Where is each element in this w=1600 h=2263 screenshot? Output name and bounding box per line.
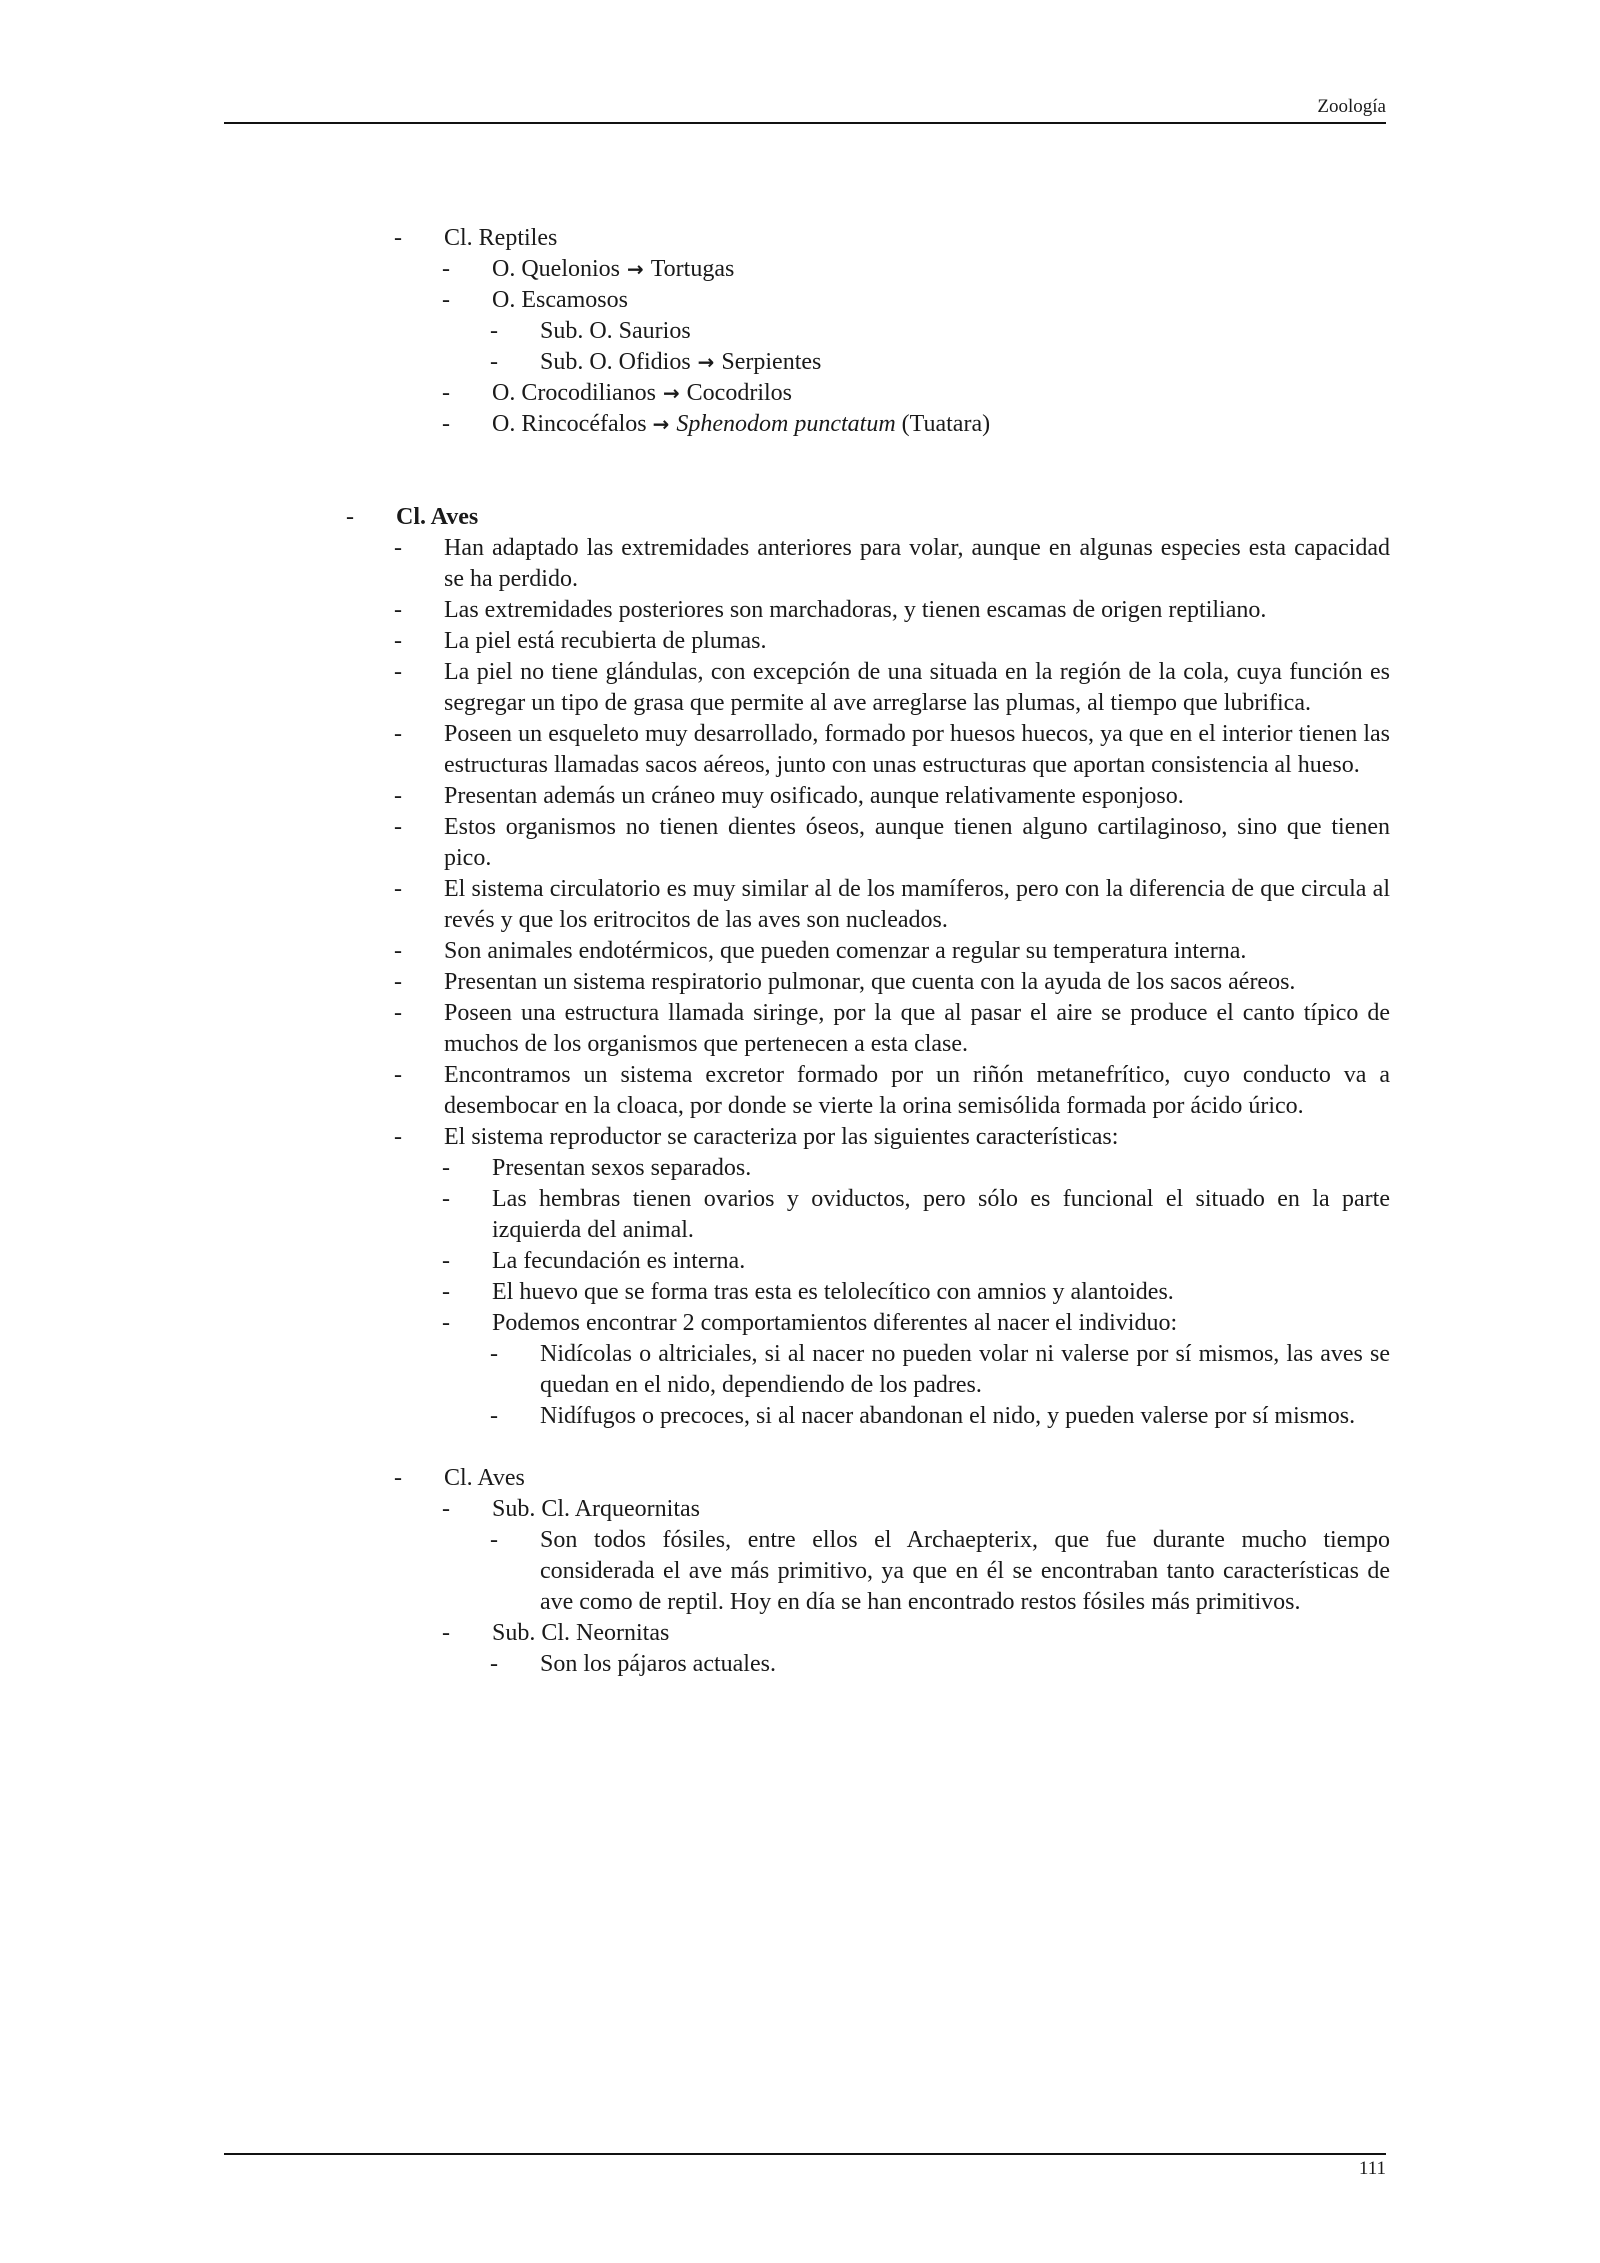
item-text (540, 347, 1390, 378)
item-text-main: La piel no tiene glándulas, con excepción de una situada en la región de la cola, cuya función es segregar un tipo de grasa que permite al ave arreglarse las plumas, al tiempo que lubrifica. (444, 659, 1390, 716)
item-arrow-target: Serpientes (721, 349, 822, 375)
item-text-main: Sub. O. Saurios (540, 318, 691, 344)
item-text-main: Poseen una estructura llamada siringe, por la que al pasar el aire se produce el canto típico de muchos de los organismos que pertenecen a esta clase. (444, 1000, 1390, 1057)
item-text (444, 781, 1390, 812)
header-rule (224, 122, 1386, 124)
item-text-main: Han adaptado las extremidades anteriores para volar, aunque en algunas especies esta capacidad se ha perdido. (444, 535, 1390, 592)
bullet-dash: - (490, 1527, 498, 1553)
list-item (360, 1153, 1390, 1184)
item-text-main: Son animales endotérmicos, que pueden comenzar a regular su temperatura interna. (444, 938, 1247, 964)
bullet-dash: - (394, 1465, 402, 1491)
item-text-main: O. Crocodilianos (492, 380, 656, 406)
item-text (444, 719, 1390, 781)
bullet-dash: - (394, 659, 402, 685)
item-text-main: Las extremidades posteriores son marchadoras, y tienen escamas de origen reptiliano. (444, 597, 1267, 623)
page-number: 111 (1358, 2158, 1386, 2179)
item-arrow-target: Tortugas (650, 256, 735, 282)
list-item (360, 378, 1390, 409)
bullet-dash: - (394, 969, 402, 995)
list-item (360, 1463, 1390, 1494)
arrow-icon: → (690, 350, 722, 374)
bullet-dash: - (394, 721, 402, 747)
item-text (492, 254, 1390, 285)
document-body (346, 223, 1390, 1680)
arrow-icon: → (620, 257, 651, 281)
item-text-main: Poseen un esqueleto muy desarrollado, formado por huesos huecos, ya que en el interior tienen las estructuras llamadas sacos aéreos, junto con unas estructuras que aportan consistencia al hueso. (444, 721, 1390, 778)
outline-section (360, 223, 1390, 440)
list-item (360, 533, 1390, 595)
item-text (540, 1339, 1390, 1401)
bullet-dash: - (442, 1248, 450, 1274)
item-text (444, 812, 1390, 874)
item-text (444, 936, 1390, 967)
bullet-dash: - (442, 1496, 450, 1522)
item-text-main: Sub. Cl. Arqueornitas (492, 1496, 700, 1522)
item-text-main: Presentan además un cráneo muy osificado, aunque relativamente esponjoso. (444, 783, 1184, 809)
bullet-dash: - (394, 1062, 402, 1088)
item-text-main: Cl. Reptiles (444, 225, 558, 251)
bullet-dash: - (442, 1186, 450, 1212)
list-item (360, 1184, 1390, 1246)
list-item (360, 254, 1390, 285)
item-text (540, 1649, 1390, 1680)
item-text-main: Podemos encontrar 2 comportamientos diferentes al nacer el individuo: (492, 1310, 1178, 1336)
arrow-icon: → (655, 381, 687, 405)
item-text-main: El sistema circulatorio es muy similar al de los mamíferos, pero con la diferencia de que circula al revés y que los eritrocitos de las aves son nucleados. (444, 876, 1390, 933)
list-item (360, 347, 1390, 378)
bullet-dash: - (490, 1651, 498, 1677)
list-item (360, 409, 1390, 440)
list-item (360, 285, 1390, 316)
list-item (360, 1525, 1390, 1618)
list-item (360, 967, 1390, 998)
list-item (360, 936, 1390, 967)
item-text (444, 533, 1390, 595)
item-text (444, 1463, 1390, 1494)
list-item (360, 1649, 1390, 1680)
list-item (360, 1122, 1390, 1153)
item-text-main: O. Quelonios (492, 256, 620, 282)
list-item (360, 781, 1390, 812)
item-text-main: Presentan un sistema respiratorio pulmonar, que cuenta con la ayuda de los sacos aéreos. (444, 969, 1296, 995)
item-text (492, 1618, 1390, 1649)
item-text (492, 285, 1390, 316)
bullet-dash: - (442, 1279, 450, 1305)
bullet-dash: - (394, 783, 402, 809)
bullet-dash: - (394, 628, 402, 654)
list-item (360, 812, 1390, 874)
common-name: (Tuatara) (895, 411, 991, 437)
bullet-dash: - (394, 535, 402, 561)
item-text-main: La piel está recubierta de plumas. (444, 628, 767, 654)
item-text (444, 998, 1390, 1060)
bullet-dash: - (490, 349, 498, 375)
item-text-main: Sub. Cl. Neornitas (492, 1620, 670, 1646)
item-text-main: O. Rincocéfalos (492, 411, 653, 437)
item-text-main: Cl. Aves (444, 1465, 525, 1491)
bullet-dash: - (442, 411, 450, 437)
bullet-dash: - (442, 1310, 450, 1336)
item-text (540, 316, 1390, 347)
item-text-main: Presentan sexos separados. (492, 1155, 752, 1181)
section-gap (360, 1432, 1390, 1463)
item-text-main: Son todos fósiles, entre ellos el Archaepterix, que fue durante mucho tiempo considerada el ave más primitivo, ya que en él se encontraban tanto características de ave como de reptil. Hoy en día se han encontrado restos fósiles más primitivos. (540, 1527, 1390, 1615)
bullet-dash: - (442, 380, 450, 406)
list-item (360, 1339, 1390, 1401)
item-text-main: Estos organismos no tienen dientes óseos, aunque tienen alguno cartilaginoso, sino que tienen pico. (444, 814, 1390, 871)
list-item (360, 1494, 1390, 1525)
list-item (360, 626, 1390, 657)
footer-rule (224, 2153, 1386, 2155)
list-item (360, 316, 1390, 347)
bullet-dash: - (394, 814, 402, 840)
bullet-dash: - (394, 1000, 402, 1026)
item-text-main: Las hembras tienen ovarios y oviductos, pero sólo es funcional el situado en la parte izquierda del animal. (492, 1186, 1390, 1243)
item-text (396, 502, 1390, 533)
list-item (346, 502, 1390, 533)
arrow-icon: → (652, 412, 677, 436)
list-item (360, 998, 1390, 1060)
item-text (444, 657, 1390, 719)
list-item (360, 1308, 1390, 1339)
item-text (540, 1525, 1390, 1618)
list-item (360, 1277, 1390, 1308)
list-item (360, 595, 1390, 626)
item-text-main: O. Escamosos (492, 287, 628, 313)
bullet-dash: - (490, 1403, 498, 1429)
bullet-dash: - (442, 256, 450, 282)
bullet-dash: - (394, 1124, 402, 1150)
item-text (492, 1308, 1390, 1339)
list-item (360, 223, 1390, 254)
item-text-main: Nidífugos o precoces, si al nacer abandonan el nido, y pueden valerse por sí mismos. (540, 1403, 1356, 1429)
bullet-dash: - (442, 287, 450, 313)
outline-section (360, 1463, 1390, 1680)
bullet-dash: - (394, 597, 402, 623)
item-text (444, 1122, 1390, 1153)
list-item (360, 1618, 1390, 1649)
item-text (444, 223, 1390, 254)
item-text (444, 1060, 1390, 1122)
list-item (360, 874, 1390, 936)
item-text (492, 409, 1390, 440)
outline-section (346, 502, 1390, 1432)
item-text (492, 1184, 1390, 1246)
bullet-dash: - (394, 876, 402, 902)
section-gap (360, 440, 1390, 502)
list-item (360, 1401, 1390, 1432)
species-name: Sphenodom punctatum (676, 411, 896, 437)
item-text-main: El huevo que se forma tras esta es telolecítico con amnios y alantoides. (492, 1279, 1174, 1305)
item-text (540, 1401, 1390, 1432)
list-item (360, 719, 1390, 781)
item-arrow-target: Cocodrilos (686, 380, 792, 406)
item-text-main: El sistema reproductor se caracteriza por las siguientes características: (444, 1124, 1119, 1150)
bullet-dash: - (442, 1620, 450, 1646)
item-text-main: Nidícolas o altriciales, si al nacer no pueden volar ni valerse por sí mismos, las aves se quedan en el nido, dependiendo de los padres. (540, 1341, 1390, 1398)
item-text (444, 626, 1390, 657)
item-text (492, 1494, 1390, 1525)
item-text (492, 1153, 1390, 1184)
item-text-main: Encontramos un sistema excretor formado por un riñón metanefrítico, cuyo conducto va a desembocar en la cloaca, por donde se vierte la orina semisólida formada por ácido úrico. (444, 1062, 1390, 1119)
list-item (360, 657, 1390, 719)
bullet-dash: - (490, 1341, 498, 1367)
item-text (492, 378, 1390, 409)
list-item (360, 1060, 1390, 1122)
bullet-dash: - (394, 225, 402, 251)
item-text-main: Cl. Aves (396, 504, 479, 530)
list-item (360, 1246, 1390, 1277)
item-text (444, 967, 1390, 998)
item-text (492, 1277, 1390, 1308)
bullet-dash: - (490, 318, 498, 344)
item-text-main: Sub. O. Ofidios (540, 349, 691, 375)
bullet-dash: - (346, 504, 354, 530)
item-text (492, 1246, 1390, 1277)
bullet-dash: - (442, 1155, 450, 1181)
item-text (444, 595, 1390, 626)
bullet-dash: - (394, 938, 402, 964)
item-text (444, 874, 1390, 936)
item-text-main: Son los pájaros actuales. (540, 1651, 776, 1677)
header-title: Zoología (1317, 96, 1386, 117)
item-text-main: La fecundación es interna. (492, 1248, 746, 1274)
